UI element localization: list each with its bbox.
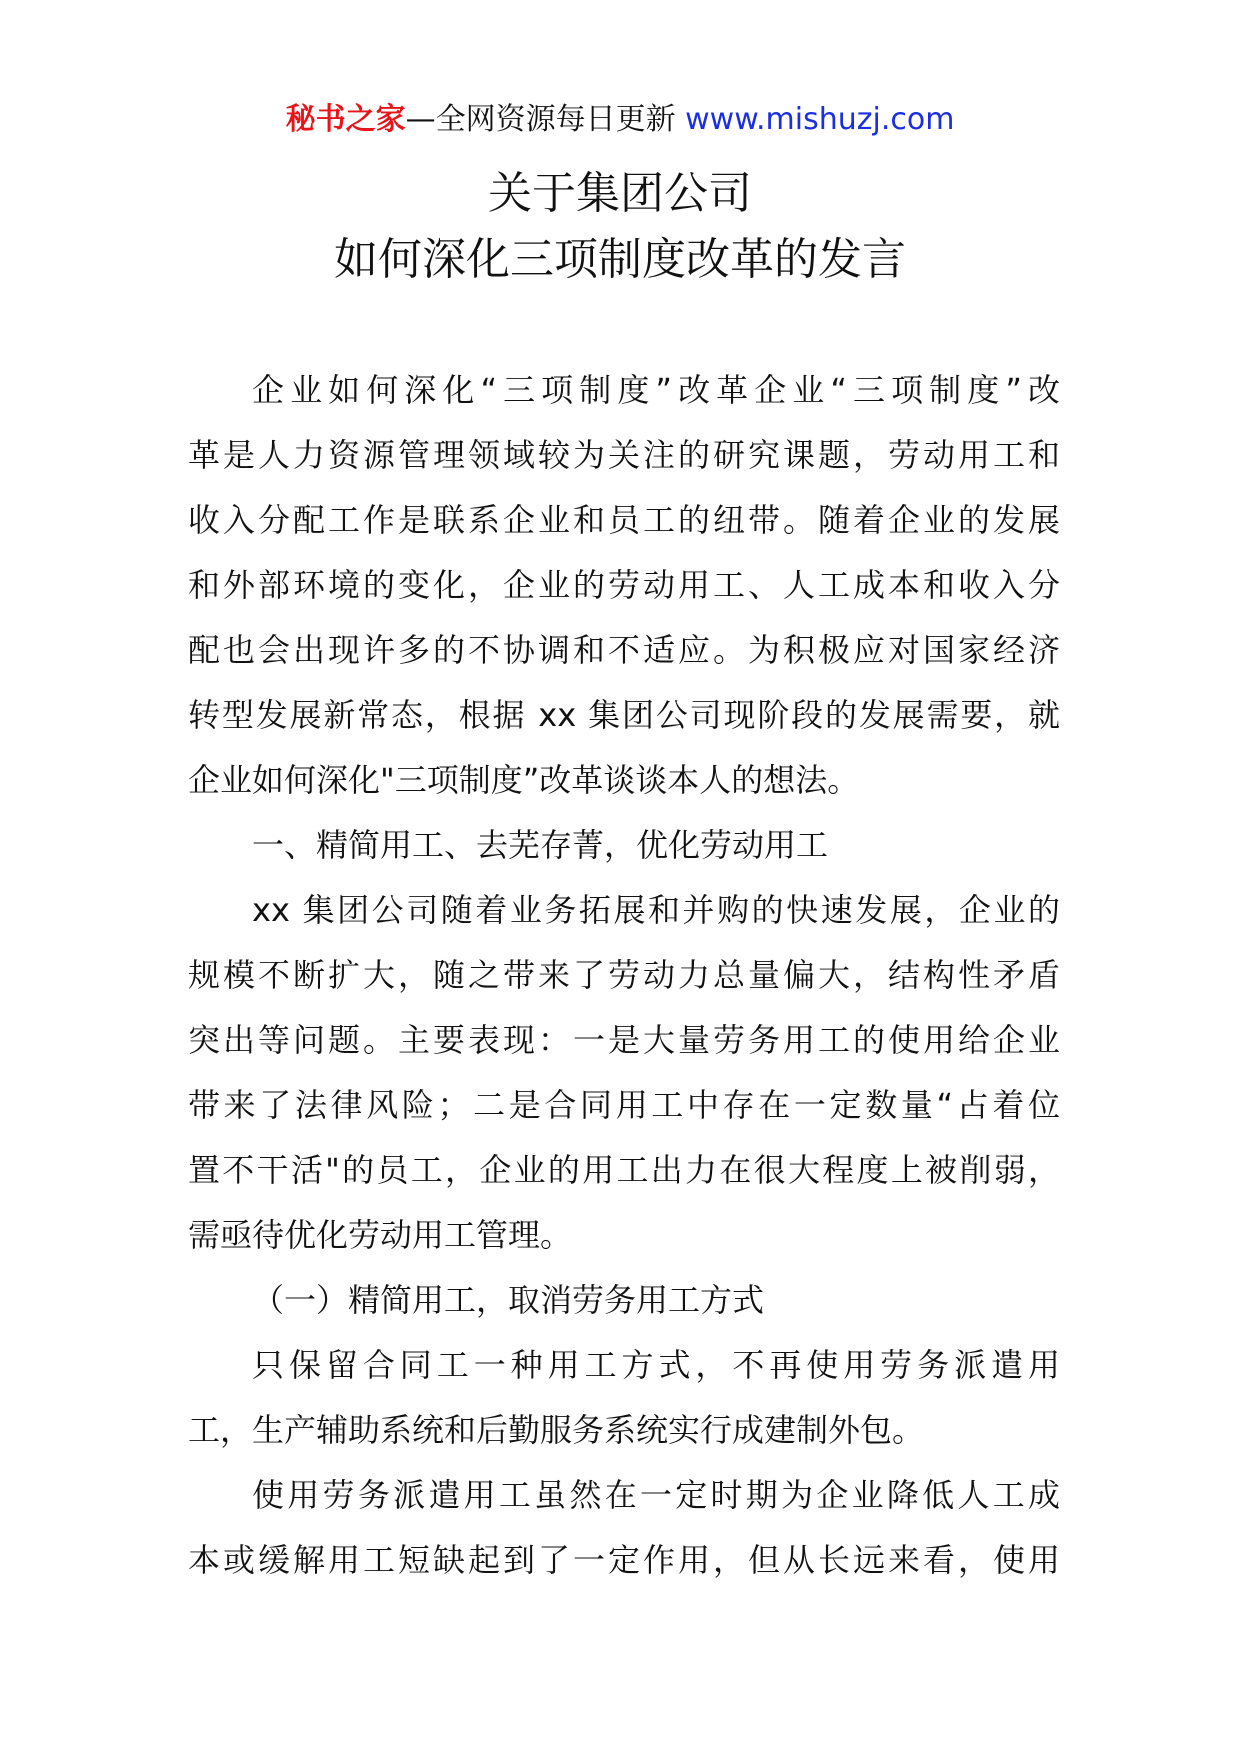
paragraph-line: 需亟待优化劳动用工管理。 — [188, 1216, 573, 1254]
paragraph-line: 和外部环境的变化，企业的劳动用工、人工成本和收入分 — [188, 566, 1060, 604]
paragraph-line: xx 集团公司随着业务拓展和并购的快速发展，企业的 — [252, 891, 1060, 929]
site-header — [0, 100, 1240, 140]
header-tagline: —全网资源每日更新 — [405, 102, 676, 137]
paragraph-line: 本或缓解用工短缺起到了一定作用，但从长远来看，使用 — [188, 1541, 1060, 1579]
paragraph-line: 企业如何深化"三项制度”改革谈谈本人的想法。 — [188, 761, 860, 799]
section-heading: 一、精简用工、去芜存菁，优化劳动用工 — [252, 826, 829, 864]
paragraph-line: 转型发展新常态，根据 xx 集团公司现阶段的发展需要，就 — [188, 696, 1060, 734]
paragraph-line: 工，生产辅助系统和后勤服务系统实行成建制外包。 — [188, 1411, 925, 1449]
site-url-link[interactable]: www.mishuzj.com — [685, 102, 955, 137]
paragraph-line: 突出等问题。主要表现：一是大量劳务用工的使用给企业 — [188, 1021, 1060, 1059]
brand-name: 秘书之家 — [285, 102, 406, 137]
paragraph-line: 革是人力资源管理领域较为关注的研究课题，劳动用工和 — [188, 436, 1060, 474]
document-title-line-1: 关于集团公司 — [488, 168, 752, 219]
paragraph-line: 企业如何深化“三项制度”改革企业“三项制度”改 — [252, 371, 1060, 409]
paragraph-line: 只保留合同工一种用工方式，不再使用劳务派遣用 — [252, 1346, 1060, 1384]
paragraph-line: 规模不断扩大，随之带来了劳动力总量偏大，结构性矛盾 — [188, 956, 1060, 994]
paragraph-line: 收入分配工作是联系企业和员工的纽带。随着企业的发展 — [188, 501, 1060, 539]
document-body — [188, 358, 1060, 1593]
subsection-heading: （一）精简用工，取消劳务用工方式 — [252, 1281, 765, 1319]
document-title-line-2: 如何深化三项制度改革的发言 — [334, 234, 906, 285]
paragraph-line: 置不干活"的员工，企业的用工出力在很大程度上被削弱， — [188, 1151, 1060, 1189]
paragraph-line: 带来了法律风险；二是合同用工中存在一定数量“占着位 — [188, 1086, 1060, 1124]
paragraph-line: 使用劳务派遣用工虽然在一定时期为企业降低人工成 — [252, 1476, 1060, 1514]
paragraph-line: 配也会出现许多的不协调和不适应。为积极应对国家经济 — [188, 631, 1060, 669]
